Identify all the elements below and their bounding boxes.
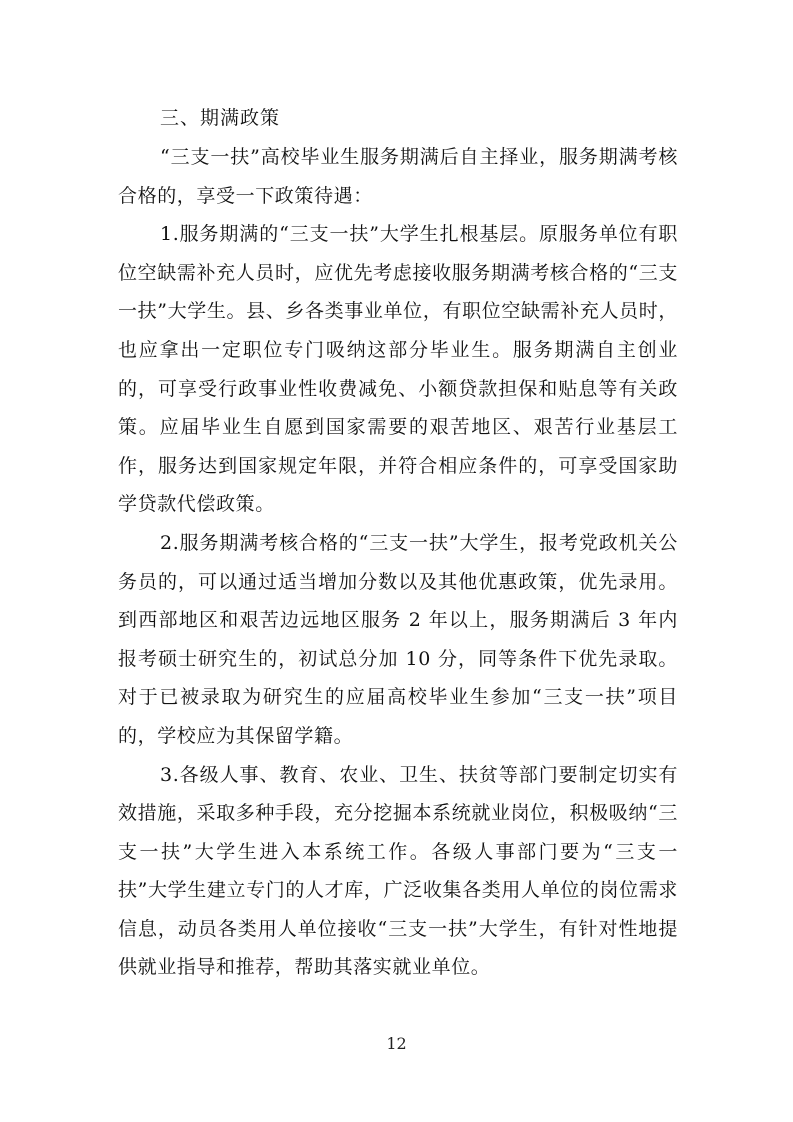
paragraph-item-1: 1.服务期满的“三支一扶”大学生扎根基层。原服务单位有职位空缺需补充人员时，应优先考虑接收服务期满考核合格的“三支一扶”大学生。县、乡各类事业单位，有职位空缺需补充人员时，也应拿出一定职位专门吸纳这部分毕业生。服务期满自主创业的，可享受行政事业性收费减免、小额贷款担保和贴息等有关政策。应届毕业生自愿到国家需要的艰苦地区、艰苦行业基层工作，服务达到国家规定年限，并符合相应条件的，可享受国家助学贷款代偿政策。: [118, 223, 678, 516]
paragraph-item-2: 2.服务期满考核合格的“三支一扶”大学生，报考党政机关公务员的，可以通过适当增加分数以及其他优惠政策，优先录用。到西部地区和艰苦边远地区服务 2 年以上，服务期满后 3 年内报考硕士研究生的，初试总分加 10 分，同等条件下优先录取。对于已被录取为研究生的应届高校毕业生参加“三支一扶”项目的，学校应为其保留学籍。: [118, 531, 678, 747]
page-number: 12: [386, 1034, 407, 1053]
paragraph-intro: “三支一扶”高校毕业生服务期满后自主择业，服务期满考核合格的，享受一下政策待遇：: [118, 146, 678, 207]
document-body: [118, 98, 678, 987]
paragraph-item-3: 3.各级人事、教育、农业、卫生、扶贫等部门要制定切实有效措施，采取多种手段，充分挖掘本系统就业岗位，积极吸纳“三支一扶”大学生进入本系统工作。各级人事部门要为“三支一扶”大学生建立专门的人才库，广泛收集各类用人单位的岗位需求信息，动员各类用人单位接收“三支一扶”大学生，有针对性地提供就业指导和推荐，帮助其落实就业单位。: [118, 763, 678, 979]
section-heading: 三、期满政策: [160, 107, 281, 129]
